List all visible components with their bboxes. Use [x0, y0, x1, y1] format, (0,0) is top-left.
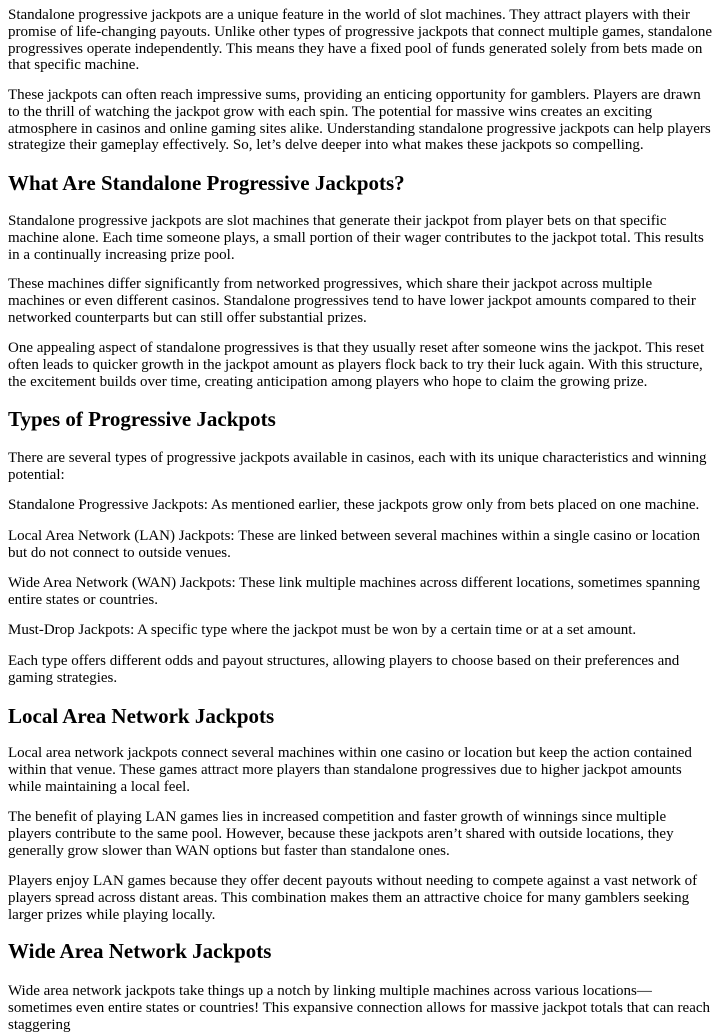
section-heading-types: Types of Progressive Jackpots: [8, 407, 276, 431]
section1-paragraph-2: These machines differ significantly from networked progressives, which share their jackpot across multiple machines or even different casinos. Standalone progressives tend to have lower jackpot amounts compared to their networked counterparts but can still offer substantial prizes.: [8, 276, 696, 326]
section2-paragraph-2: Standalone Progressive Jackpots: As mentioned earlier, these jackpots grow only from bets placed on one machine.: [8, 497, 700, 513]
section1-paragraph-3: One appealing aspect of standalone progressives is that they usually reset after someone wins the jackpot. This reset often leads to quicker growth in the jackpot amount as players flock back to try their luck again. With this structure, the excitement builds over time, creating anticipation among players who hope to claim the growing prize.: [8, 340, 705, 390]
section-heading-local-area: Local Area Network Jackpots: [8, 704, 275, 728]
section2-paragraph-4: Wide Area Network (WAN) Jackpots: These link multiple machines across different locations, sometimes spanning entire states or countries.: [8, 575, 701, 608]
intro-paragraph-1: Standalone progressive jackpots are a unique feature in the world of slot machines. They attract players with their promise of life-changing payouts. Unlike other types of progressive jackpots that connect multiple games, standalone progressives operate independently. This means they have a fixed pool of funds generated solely from bets made on that specific machine.: [8, 7, 712, 74]
section-heading-what-are: What Are Standalone Progressive Jackpots?: [8, 171, 405, 195]
section3-paragraph-2: The benefit of playing LAN games lies in increased competition and faster growth of winnings since multiple players contribute to the same pool. However, because these jackpots aren’t shared with outside locations, they generally grow slower than WAN options but faster than standalone ones.: [8, 809, 674, 859]
intro-paragraph-2: These jackpots can often reach impressive sums, providing an enticing opportunity for gamblers. Players are drawn to the thrill of watching the jackpot grow with each spin. The potential for massive wins creates an exciting atmosphere in casinos and online gaming sites alike. Understanding standalone progressive jackpots can help players strategize their gameplay effectively. So, let’s delve deeper into what makes these jackpots so compelling.: [8, 87, 711, 154]
section4-paragraph-1: Wide area network jackpots take things up a notch by linking multiple machines across various locations—sometimes even entire states or countries! This expansive connection allows for massive jackpot totals that can reach staggering: [8, 983, 711, 1033]
section3-paragraph-3: Players enjoy LAN games because they offer decent payouts without needing to compete against a vast network of players spread across distant areas. This combination makes them an attractive choice for many gamblers seeking larger prizes while playing locally.: [8, 873, 698, 923]
section1-paragraph-1: Standalone progressive jackpots are slot machines that generate their jackpot from player bets on that specific machine alone. Each time someone plays, a small portion of their wager contributes to the jackpot total. This results in a continually increasing prize pool.: [8, 213, 704, 263]
section2-paragraph-5: Must-Drop Jackpots: A specific type where the jackpot must be won by a certain time or at a set amount.: [8, 622, 637, 638]
section-heading-wide-area: Wide Area Network Jackpots: [8, 939, 272, 963]
section2-paragraph-3: Local Area Network (LAN) Jackpots: These are linked between several machines within a single casino or location but do not connect to outside venues.: [8, 528, 700, 561]
section2-paragraph-6: Each type offers different odds and payout structures, allowing players to choose based on their preferences and gaming strategies.: [8, 653, 680, 686]
section2-paragraph-1: There are several types of progressive jackpots available in casinos, each with its unique characteristics and winning potential:: [8, 450, 707, 483]
section3-paragraph-1: Local area network jackpots connect several machines within one casino or location but keep the action contained within that venue. These games attract more players than standalone progressives due to higher jackpot amounts while maintaining a local feel.: [8, 745, 692, 795]
